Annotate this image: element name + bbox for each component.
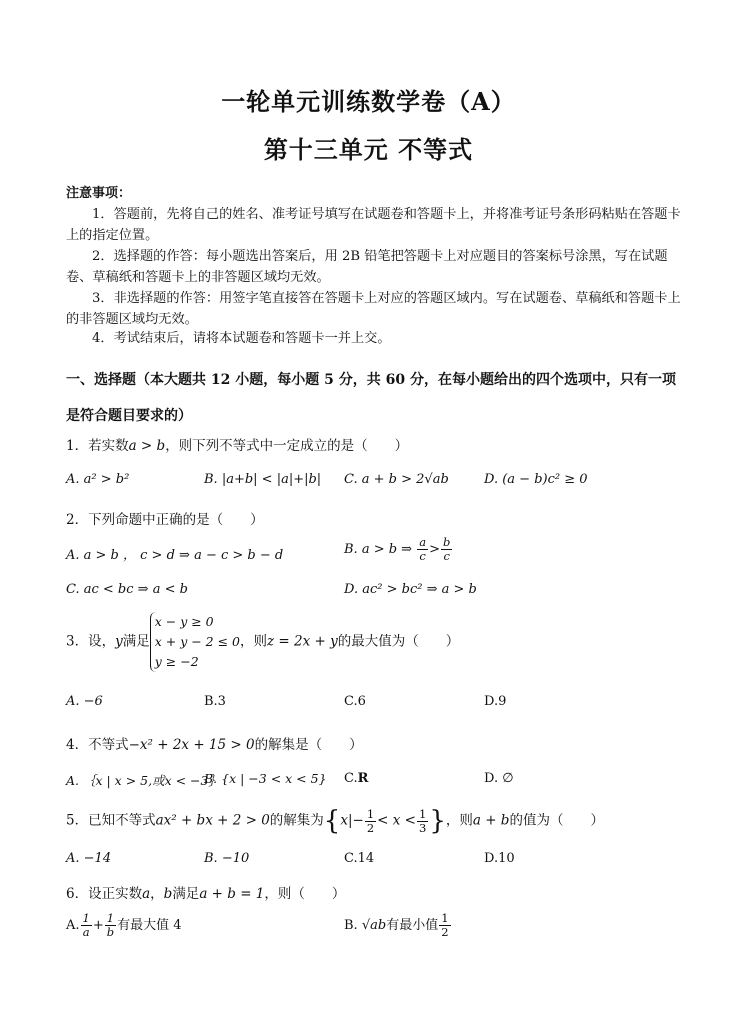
denominator: a bbox=[82, 925, 90, 939]
question-4 bbox=[66, 733, 363, 753]
var-b: b bbox=[163, 886, 173, 902]
q2-fraction-b-over-c bbox=[441, 536, 452, 563]
question-6 bbox=[66, 882, 345, 902]
question-3-var-y: y bbox=[115, 633, 123, 650]
numerator: 1 bbox=[418, 806, 427, 821]
question-1-stem-b: ，则下列不等式中一定成立的是（ ） bbox=[165, 438, 409, 454]
q4-option-c bbox=[344, 771, 368, 786]
question-5 bbox=[66, 806, 604, 836]
plus-sign: + bbox=[92, 918, 104, 933]
q5-option-a: A. −14 bbox=[66, 851, 112, 866]
numerator: 1 bbox=[441, 911, 449, 925]
numerator: 1 bbox=[366, 806, 375, 821]
denominator: c bbox=[419, 549, 426, 563]
q1-option-c: C. a + b > 2√ab bbox=[344, 472, 449, 487]
denominator: c bbox=[443, 549, 450, 563]
question-3-objective: z = 2x + y bbox=[267, 633, 338, 650]
q4-option-c-prefix: C. bbox=[344, 771, 358, 786]
question-5-target: a + b bbox=[472, 812, 510, 829]
question-1 bbox=[66, 434, 408, 454]
numerator: 1 bbox=[82, 911, 90, 925]
question-2: 2．下列命题中正确的是（ ） bbox=[66, 512, 264, 528]
fraction-one-third bbox=[417, 808, 428, 835]
q4-option-d: D. ∅ bbox=[484, 771, 514, 786]
fraction-one-over-b bbox=[105, 912, 116, 939]
q5-option-b: B. −10 bbox=[204, 851, 250, 866]
numerator: 1 bbox=[105, 912, 116, 926]
question-3 bbox=[66, 612, 459, 672]
left-brace: { bbox=[323, 806, 341, 836]
var-a: a bbox=[142, 886, 151, 902]
constraint-line-3: y ≥ −2 bbox=[154, 654, 199, 669]
q3-option-b: B.3 bbox=[204, 694, 226, 709]
note-1: 1．答题前，先将自己的姓名、准考证号填写在试题卷和答题卡上，并将准考证号条形码粘贴在答题卡上的指定位置。 bbox=[66, 207, 681, 243]
q1-option-a: A. a² > b² bbox=[66, 472, 130, 487]
fraction-one-half bbox=[439, 912, 450, 939]
question-3-stem-a: 3．设， bbox=[66, 633, 116, 650]
notes-heading: 注意事项： bbox=[66, 186, 132, 201]
set-builder-prefix: x|− bbox=[340, 812, 364, 829]
question-3-stem-c: ，则 bbox=[240, 633, 268, 650]
question-4-stem-a: 4．不等式 bbox=[66, 737, 129, 753]
q2-option-d: D. ac² > bc² ⇒ a > b bbox=[344, 582, 477, 597]
q6-option-a-prefix: A. bbox=[66, 918, 80, 933]
q6-option-b bbox=[344, 912, 452, 939]
numerator: b bbox=[442, 535, 451, 549]
question-5-stem-d: 的值为（ ） bbox=[509, 812, 604, 829]
exam-title: 一轮单元训练数学卷（A） bbox=[221, 87, 516, 116]
denominator: 2 bbox=[441, 925, 449, 939]
comma: ， bbox=[150, 886, 164, 902]
real-numbers-symbol: R bbox=[357, 771, 369, 786]
q1-option-d: D. (a − b)c² ≥ 0 bbox=[484, 472, 588, 487]
q1-option-b: B. |a+b| < |a|+|b| bbox=[204, 472, 322, 487]
q4-option-b: B. {x | −3 < x < 5} bbox=[204, 771, 327, 786]
q3-constraint-system bbox=[150, 612, 240, 672]
set-builder-middle: < x < bbox=[377, 812, 416, 829]
q2-option-c: C. ac < bc ⇒ a < b bbox=[66, 582, 188, 597]
question-6-condition: a + b = 1 bbox=[199, 886, 265, 902]
denominator: b bbox=[106, 925, 115, 939]
q6-option-b-text: 有最小值 bbox=[386, 918, 439, 933]
question-6-stem-a: 6．设正实数 bbox=[66, 886, 143, 902]
sqrt-ab: √ab bbox=[361, 918, 387, 933]
q2-option-a: A. a > b ， c > d ⇒ a − c > b − d bbox=[66, 548, 284, 563]
right-brace: } bbox=[429, 806, 446, 836]
q3-option-d: D.9 bbox=[484, 694, 507, 709]
q5-option-d: D.10 bbox=[484, 851, 515, 866]
denominator: 2 bbox=[366, 820, 375, 835]
constraint-line-1: x − y ≥ 0 bbox=[154, 614, 214, 629]
q2-fraction-a-over-c bbox=[417, 536, 428, 563]
unit-title: 第十三单元 不等式 bbox=[263, 135, 474, 164]
q6-option-a bbox=[66, 912, 182, 939]
numerator: a bbox=[419, 535, 427, 549]
denominator: 3 bbox=[418, 820, 427, 835]
fraction-one-half bbox=[365, 808, 376, 835]
question-4-inequality: −x² + 2x + 15 > 0 bbox=[128, 737, 255, 753]
q2-option-b bbox=[344, 536, 453, 563]
q3-option-a: A. −6 bbox=[66, 694, 103, 709]
q4-option-a: A. ｛x | x > 5,或x < −3｝ bbox=[66, 773, 221, 788]
note-2: 2．选择题的作答：每小题选出答案后，用 2B 铅笔把答题卡上对应题目的答案标号涂黑，写在试题卷、草稿纸和答题卡上的非答题区域均无效。 bbox=[66, 249, 668, 285]
note-3: 3．非选择题的作答：用签字笔直接答在答题卡上对应的答题区域内。写在试题卷、草稿纸和答题卡上的非答题区域均无效。 bbox=[66, 291, 681, 327]
question-5-inequality: ax² + bx + 2 > 0 bbox=[155, 812, 270, 829]
q5-option-c: C.14 bbox=[344, 851, 375, 866]
question-6-stem-b: 满足 bbox=[172, 886, 200, 902]
greater-than: > bbox=[429, 542, 440, 557]
q6-option-b-prefix: B. bbox=[344, 918, 358, 933]
q6-option-a-text: 有最大值 4 bbox=[117, 918, 182, 933]
q3-option-c: C.6 bbox=[344, 694, 366, 709]
note-4: 4．考试结束后，请将本试题卷和答题卡一并上交。 bbox=[92, 331, 391, 346]
question-6-stem-c: ，则（ ） bbox=[264, 886, 346, 902]
question-1-condition: a > b bbox=[128, 438, 166, 454]
question-1-stem-a: 1．若实数 bbox=[66, 438, 129, 454]
question-5-stem-c: ，则 bbox=[445, 812, 473, 829]
section-heading: 一、选择题（本大题共 12 小题，每小题 5 分，共 60 分，在每小题给出的四个选项中，只有一项是符合题目要求的） bbox=[66, 372, 676, 424]
question-3-stem-d: 的最大值为（ ） bbox=[337, 633, 460, 650]
question-5-stem-b: 的解集为 bbox=[269, 812, 324, 829]
q2-option-b-prefix: B. a > b ⇒ bbox=[344, 542, 413, 557]
question-5-stem-a: 5．已知不等式 bbox=[66, 812, 156, 829]
fraction-one-over-a bbox=[81, 912, 92, 939]
constraint-line-2: x + y − 2 ≤ 0 bbox=[154, 634, 241, 649]
question-4-stem-b: 的解集是（ ） bbox=[254, 737, 363, 753]
question-3-stem-b: 满足 bbox=[122, 633, 150, 650]
